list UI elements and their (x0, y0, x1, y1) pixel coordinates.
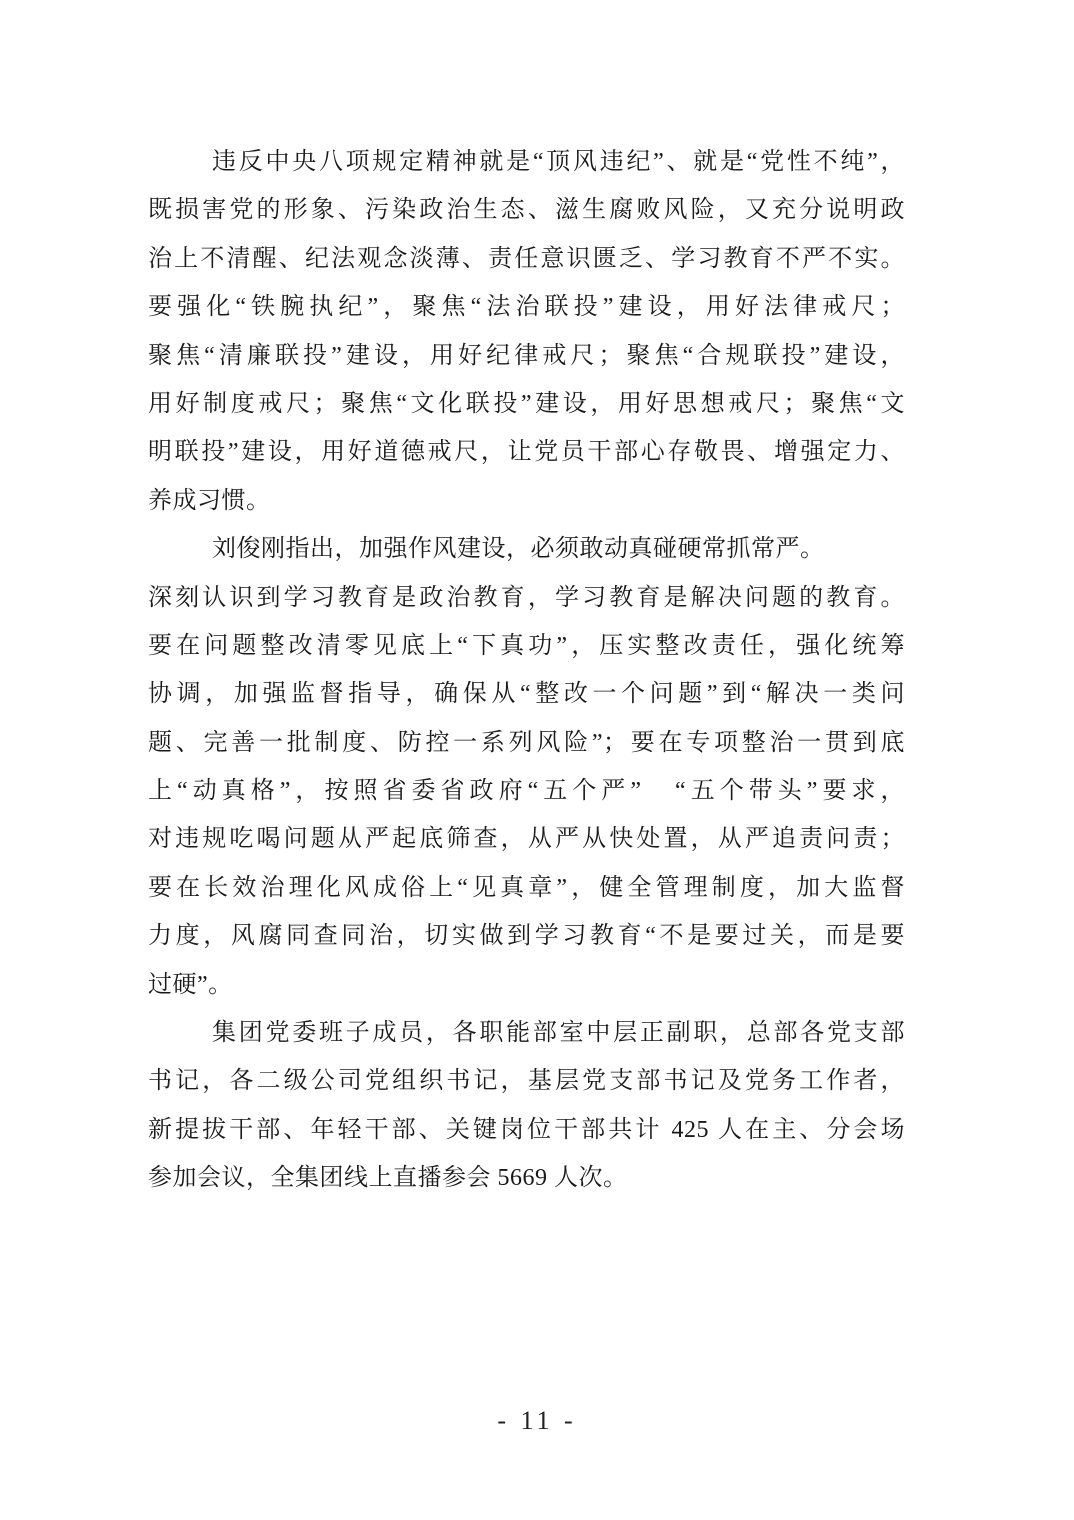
text-line: 治上不清醒、纪法观念淡薄、责任意识匮乏、学习教育不严不实。 (148, 245, 905, 272)
text-line: 要强化“铁腕执纪”，聚焦“法治联投”建设，用好法律戒尺； (148, 294, 905, 321)
text-line: 违反中央八项规定精神就是“顶风违纪”、就是“党性不纯”， (212, 149, 905, 175)
page-footer (0, 1406, 1074, 1436)
text-line: 上“动真格”，按照省委省政府“五个严” “五个带头”要求， (148, 778, 905, 805)
document-body (148, 138, 905, 1203)
text-line: 过硬”。 (148, 971, 233, 998)
text-line: 刘俊刚指出，加强作风建设，必须敢动真碰硬常抓常严。 (212, 536, 825, 563)
text-line: 书记，各二级公司党组织书记，基层党支部书记及党务工作者， (148, 1068, 905, 1095)
paragraph-1 (148, 138, 905, 525)
page-number: - 11 - (497, 1406, 577, 1435)
text-line: 参加会议，全集团线上直播参会 5669 人次。 (148, 1165, 628, 1192)
text-line: 协调，加强监督指导，确保从“整改一个问题”到“解决一类问 (148, 681, 905, 708)
text-line: 对违规吃喝问题从严起底筛查，从严从快处置，从严追责问责； (148, 826, 905, 853)
text-line: 深刻认识到学习教育是政治教育，学习教育是解决问题的教育。 (148, 584, 905, 611)
paragraph-3 (148, 1009, 905, 1203)
text-line: 养成习惯。 (148, 487, 271, 514)
text-line: 题、完善一批制度、防控一系列风险”；要在专项整治一贯到底 (148, 729, 905, 756)
text-line: 集团党委班子成员，各职能部室中层正副职，总部各党支部 (212, 1020, 905, 1047)
text-line: 既损害党的形象、污染政治生态、滋生腐败风险，又充分说明政 (148, 197, 905, 224)
text-line: 聚焦“清廉联投”建设，用好纪律戒尺；聚焦“合规联投”建设， (148, 342, 905, 369)
text-line: 新提拔干部、年轻干部、关键岗位干部共计 425 人在主、分会场 (148, 1116, 905, 1143)
text-line: 用好制度戒尺；聚焦“文化联投”建设，用好思想戒尺；聚焦“文 (148, 390, 905, 417)
text-line: 要在长效治理化风成俗上“见真章”，健全管理制度，加大监督 (148, 874, 905, 901)
text-line: 明联投”建设，用好道德戒尺，让党员干部心存敬畏、增强定力、 (148, 439, 905, 466)
text-line: 力度，风腐同查同治，切实做到学习教育“不是要过关，而是要 (148, 923, 905, 950)
paragraph-2 (148, 525, 905, 1009)
text-line: 要在问题整改清零见底上“下真功”，压实整改责任，强化统筹 (148, 632, 905, 659)
